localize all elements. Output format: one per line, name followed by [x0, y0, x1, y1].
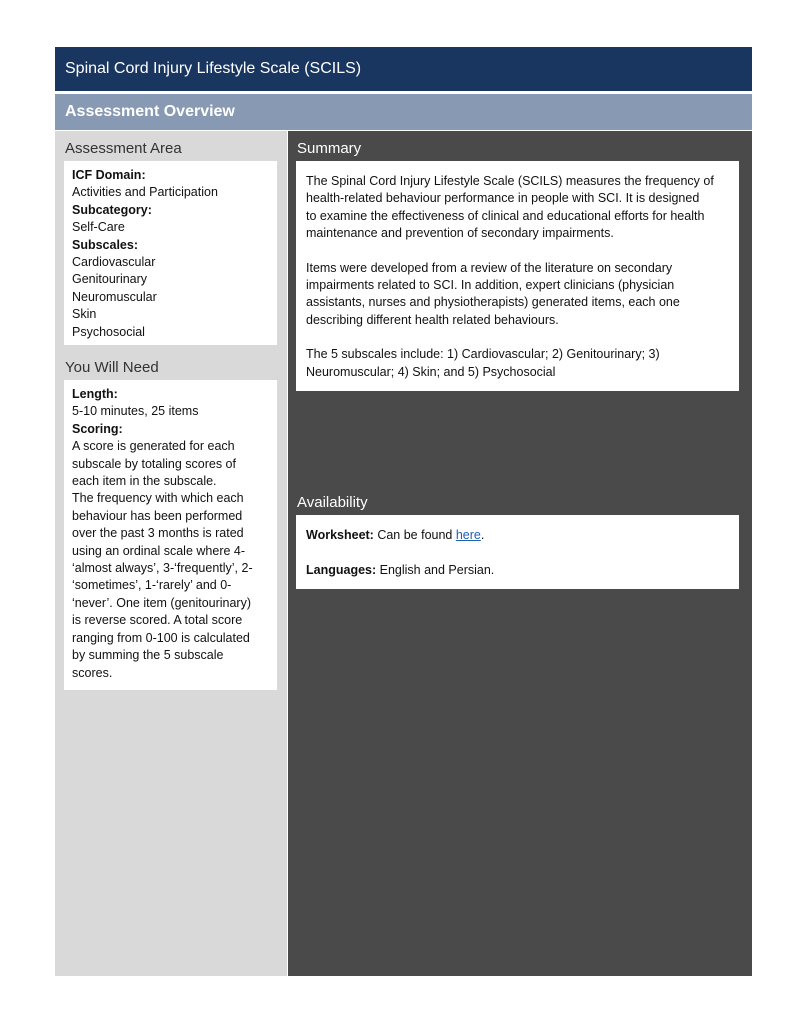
assessment-area-heading: Assessment Area	[65, 140, 182, 157]
worksheet-line	[306, 527, 729, 544]
summary-line: Neuromuscular; 4) Skin; and 5) Psychosocial	[306, 364, 556, 379]
scoring-line: The frequency with which each	[72, 491, 244, 506]
subcategory-label: Subcategory:	[72, 202, 152, 217]
subscale-item: Neuromuscular	[72, 289, 157, 304]
summary-paragraph	[306, 260, 729, 330]
subscale-item: Genitourinary	[72, 272, 148, 287]
scoring-line: subscale by totaling scores of	[72, 456, 236, 471]
scoring-line: ‘almost always’, 3-‘frequently’, 2-	[72, 561, 253, 576]
summary-line: maintenance and prevention of secondary impairments.	[306, 226, 614, 241]
length-value: 5-10 minutes, 25 items	[72, 404, 199, 419]
scoring-line: using an ordinal scale where 4-	[72, 543, 246, 558]
scoring-line: behaviour has been performed	[72, 508, 243, 523]
right-column	[288, 131, 752, 976]
languages-line	[306, 562, 729, 579]
scoring-line: ‘never’. One item (genitourinary)	[72, 595, 252, 610]
scoring-line: ‘sometimes’, 1-‘rarely’ and 0-	[72, 578, 232, 593]
worksheet-label: Worksheet:	[306, 528, 374, 542]
subscale-item: Cardiovascular	[72, 255, 156, 270]
worksheet-link[interactable]: here	[455, 528, 481, 542]
icf-domain-label: ICF Domain:	[72, 168, 146, 182]
summary-line: Items were developed from a review of the literature on secondary	[306, 260, 673, 275]
summary-line: impairments related to SCI. In addition, expert clinicians (physician	[306, 278, 675, 293]
length-label: Length:	[72, 387, 118, 401]
icf-domain-value: Activities and Participation	[72, 185, 218, 200]
scoring-line: is reverse scored. A total score	[72, 613, 243, 628]
section-header-assessment-overview: Assessment Overview	[55, 94, 752, 130]
subscales-label: Subscales:	[72, 237, 139, 252]
summary-line: assistants, nurses and physiotherapists) generated items, each one	[306, 295, 680, 310]
worksheet-text: Can be found	[373, 528, 456, 542]
document-title: Spinal Cord Injury Lifestyle Scale (SCILS)	[55, 47, 752, 91]
summary-line: describing different health related behaviours.	[306, 312, 559, 327]
scoring-line: by summing the 5 subscale	[72, 648, 224, 663]
worksheet-end: .	[480, 528, 485, 542]
summary-heading: Summary	[297, 140, 362, 157]
subcategory-value: Self-Care	[72, 220, 125, 235]
summary-paragraph	[306, 346, 729, 381]
you-will-need-heading: You Will Need	[65, 359, 159, 376]
summary-line: The 5 subscales include: 1) Cardiovascular; 2) Genitourinary; 3)	[306, 347, 660, 362]
subscale-item: Psychosocial	[72, 324, 145, 339]
summary-line: health-related behaviour performance in people with SCI. It is designed	[306, 191, 700, 206]
subscale-item: Skin	[72, 307, 97, 322]
languages-value: English and Persian.	[376, 563, 495, 578]
scoring-line: A score is generated for each	[72, 439, 235, 454]
scoring-line: scores.	[72, 665, 113, 680]
assessment-area-box	[64, 161, 277, 345]
scoring-line: over the past 3 months is rated	[72, 526, 244, 541]
scoring-line: each item in the subscale.	[72, 474, 217, 489]
you-will-need-box	[64, 380, 277, 690]
summary-box	[296, 161, 739, 391]
availability-heading: Availability	[297, 494, 368, 511]
summary-paragraph	[306, 173, 729, 243]
availability-box	[296, 515, 739, 589]
scoring-line: ranging from 0-100 is calculated	[72, 630, 250, 645]
languages-label: Languages:	[306, 563, 377, 578]
left-column	[55, 131, 287, 976]
summary-line: The Spinal Cord Injury Lifestyle Scale (SCILS) measures the frequency of	[306, 174, 714, 188]
scoring-label: Scoring:	[72, 421, 123, 436]
summary-line: to examine the effectiveness of clinical and educational efforts for health	[306, 208, 705, 223]
